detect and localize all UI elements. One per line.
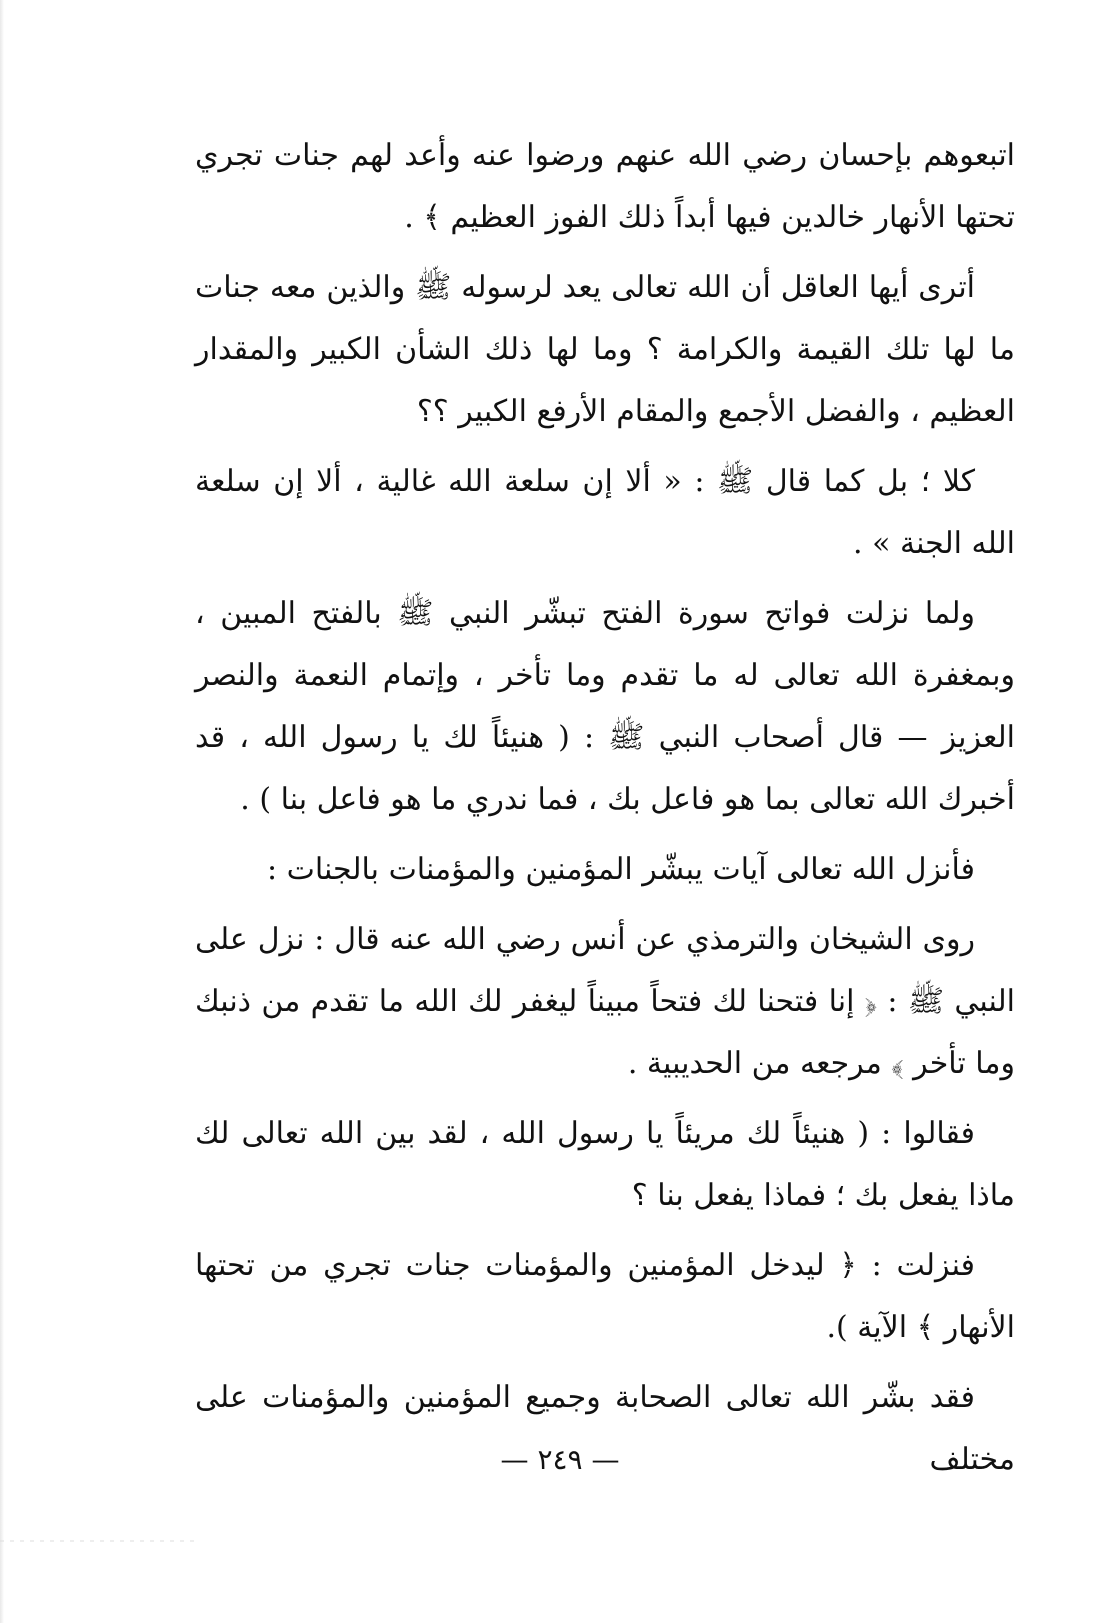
paragraph-1: اتبعوهم بإحسان رضي الله عنهم ورضوا عنه وأعد لهم جنات تجري تحتها الأنهار خالدين فيها أبداً ذلك الفوز العظيم ﴾ .: [195, 138, 1015, 235]
scan-artifact: [0, 1540, 200, 1542]
paragraph-5: فأنزل الله تعالى آيات يبشّر المؤمنين والمؤمنات بالجنات :: [266, 852, 975, 887]
body-text: [195, 125, 1015, 1499]
paragraph-6: روى الشيخان والترمذي عن أنس رضي الله عنه قال : نزل على النبي ﷺ : ﴿ إنا فتحنا لك فتحاً مبيناً ليغفر لك الله ما تقدم من ذنبك وما تأخر ﴾ مرجعه من الحديبية .: [195, 922, 1015, 1081]
page-number: — ٢٤٩ —: [500, 1443, 620, 1476]
paragraph-2: أترى أيها العاقل أن الله تعالى يعد لرسوله ﷺ والذين معه جنات ما لها تلك القيمة والكرامة ؟ وما لها ذلك الشأن الكبير والمقدار العظيم ، والفضل الأجمع والمقام الأرفع الكبير ؟؟: [195, 270, 1015, 429]
paragraph-3: كلا ؛ بل كما قال ﷺ : « ألا إن سلعة الله غالية ، ألا إن سلعة الله الجنة » .: [195, 464, 1015, 561]
paragraph-8: فنزلت : ﴿ ليدخل المؤمنين والمؤمنات جنات تجري من تحتها الأنهار ﴾ الآية ).: [195, 1248, 1015, 1345]
scan-edge-shadow: [0, 0, 4, 1623]
paragraph-9: فقد بشّر الله تعالى الصحابة وجميع المؤمنين والمؤمنات على مختلف: [195, 1380, 1015, 1477]
paragraph-4: ولما نزلت فواتح سورة الفتح تبشّر النبي ﷺ بالفتح المبين ، وبمغفرة الله تعالى له ما تقدم وما تأخر ، وإتمام النعمة والنصر العزيز — قال أصحاب النبي ﷺ : ( هنيئاً لك يا رسول الله ، قد أخبرك الله تعالى بما هو فاعل بك ، فما ندري ما هو فاعل بنا ) .: [195, 596, 1015, 817]
paragraph-7: فقالوا : ( هنيئاً لك مريئاً يا رسول الله ، لقد بين الله تعالى لك ماذا يفعل بك ؛ فماذا يفعل بنا ؟: [195, 1116, 1015, 1213]
